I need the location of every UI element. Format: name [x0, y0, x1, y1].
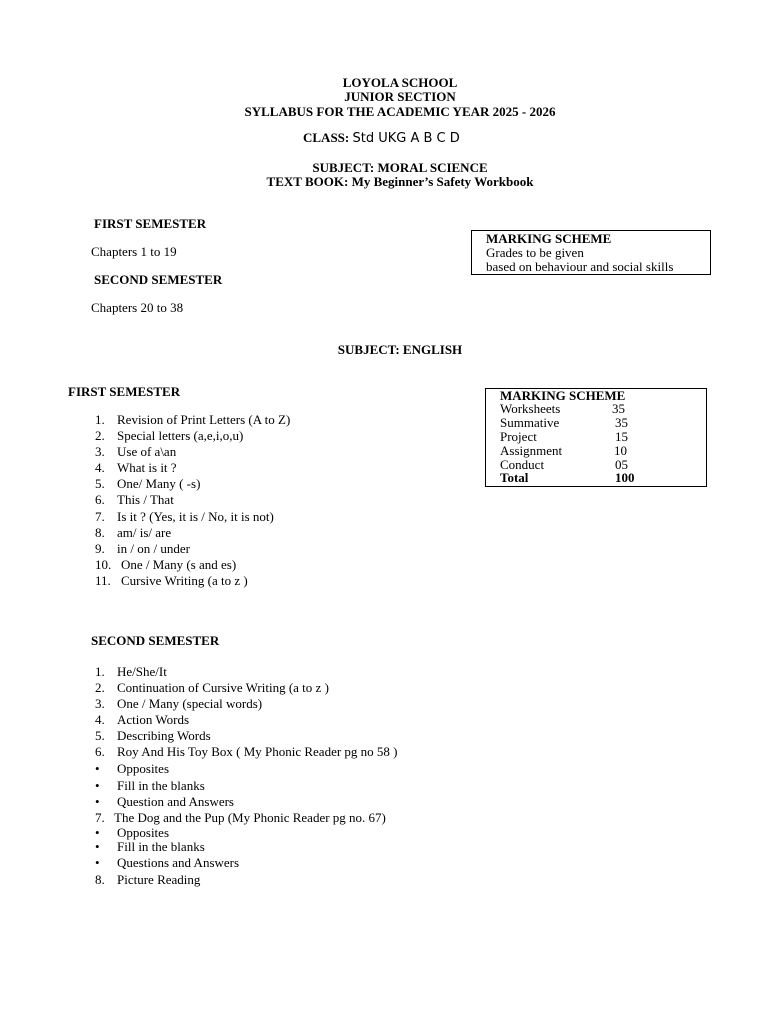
list-item-text: Special letters (a,e,i,o,u)	[117, 428, 244, 443]
class-label: CLASS:	[303, 130, 350, 145]
class-value: Std UKG A B C D	[352, 131, 460, 146]
bullet-icon: •	[95, 761, 100, 776]
list-item-text: Picture Reading	[117, 872, 201, 887]
list-item-text: Cursive Writing (a to z )	[121, 573, 248, 588]
list-item-number: 8.	[95, 525, 105, 540]
en-first-semester-heading: FIRST SEMESTER	[68, 384, 181, 399]
list-item-text: Opposites	[117, 761, 169, 776]
ms-marking-scheme-line1: Grades to be given	[486, 245, 584, 260]
moral-science-textbook	[0, 174, 768, 189]
list-item-number: 3.	[95, 444, 105, 459]
marking-row-value: 05	[615, 457, 628, 472]
en-marking-scheme-box	[485, 388, 707, 487]
list-item-text: Fill in the blanks	[117, 778, 205, 793]
list-item-text: Opposites	[117, 825, 169, 840]
textbook-value: My Beginner’s Safety Workbook	[351, 174, 534, 189]
list-item-text: Describing Words	[117, 728, 211, 743]
textbook-label: TEXT BOOK:	[266, 174, 349, 189]
list-item-text: Action Words	[117, 712, 190, 727]
list-item-text: Continuation of Cursive Writing (a to z )	[117, 680, 329, 695]
syllabus-title: SYLLABUS FOR THE ACADEMIC YEAR 2025 - 2026	[244, 104, 556, 119]
list-item-text: Question and Answers	[117, 794, 234, 809]
list-item-text: Questions and Answers	[117, 855, 240, 870]
list-item-number: 1.	[95, 664, 105, 679]
marking-row-value: 15	[615, 429, 628, 444]
list-item-number: 7.	[95, 509, 105, 524]
list-item-number: 4.	[95, 460, 105, 475]
list-item-text: This / That	[117, 492, 174, 507]
ms-marking-scheme-line2: based on behaviour and social skills	[486, 259, 674, 274]
en-second-semester-heading: SECOND SEMESTER	[91, 633, 220, 648]
list-item-number: 11.	[95, 573, 111, 588]
marking-row-label: Summative	[500, 415, 560, 430]
list-item-number: 8.	[95, 872, 105, 887]
bullet-icon: •	[95, 825, 100, 840]
list-item-number: 5.	[95, 728, 105, 743]
en-marking-scheme-title: MARKING SCHEME	[500, 388, 626, 403]
marking-row-label: Conduct	[500, 457, 545, 472]
marking-row-value: 35	[615, 415, 628, 430]
ms-second-semester-content: Chapters 20 to 38	[91, 300, 184, 315]
list-item-text: One / Many (s and es)	[121, 557, 237, 572]
marking-row-value: 10	[614, 443, 627, 458]
marking-row-label: Project	[500, 429, 537, 444]
list-item-text: in / on / under	[117, 541, 190, 556]
section-name: JUNIOR SECTION	[344, 89, 456, 104]
list-item-text: The Dog and the Pup (My Phonic Reader pg no. 67)	[114, 810, 386, 825]
list-item-number: 2.	[95, 428, 105, 443]
list-item-number: 6.	[95, 744, 105, 759]
marking-row-label: Assignment	[500, 443, 563, 458]
list-item-number: 5.	[95, 476, 105, 491]
ms-second-semester-heading: SECOND SEMESTER	[94, 272, 223, 287]
list-item-number: 2.	[95, 680, 105, 695]
list-item-text: am/ is/ are	[117, 525, 172, 540]
bullet-icon: •	[95, 794, 100, 809]
marking-row-label: Worksheets	[500, 401, 561, 416]
bullet-icon: •	[95, 855, 100, 870]
ms-marking-scheme-box	[471, 230, 711, 275]
ms-first-semester-content: Chapters 1 to 19	[91, 244, 177, 259]
list-item-text: Revision of Print Letters (A to Z)	[117, 412, 291, 427]
list-item-text: He/She/It	[117, 664, 167, 679]
list-item-number: 4.	[95, 712, 105, 727]
list-item-text: Fill in the blanks	[117, 839, 205, 854]
en-marking-total-label: Total	[500, 470, 529, 485]
list-item-text: One/ Many ( -s)	[117, 476, 201, 491]
list-item-number: 1.	[95, 412, 105, 427]
list-item-number: 7.	[95, 810, 105, 825]
marking-row-value: 35	[612, 401, 625, 416]
list-item-number: 10.	[95, 557, 112, 572]
list-item-number: 9.	[95, 541, 105, 556]
moral-science-subject: SUBJECT: MORAL SCIENCE	[312, 160, 488, 175]
list-item-number: 3.	[95, 696, 105, 711]
list-item-text: One / Many (special words)	[117, 696, 263, 711]
bullet-icon: •	[95, 839, 100, 854]
ms-first-semester-heading: FIRST SEMESTER	[94, 216, 207, 231]
ms-marking-scheme-title: MARKING SCHEME	[486, 231, 612, 246]
school-name: LOYOLA SCHOOL	[342, 75, 458, 90]
bullet-icon: •	[95, 778, 100, 793]
en-marking-total-value: 100	[615, 470, 635, 485]
list-item-number: 6.	[95, 492, 105, 507]
english-subject: SUBJECT: ENGLISH	[337, 342, 463, 357]
list-item-text: Use of a\an	[117, 444, 177, 459]
list-item-text: Roy And His Toy Box ( My Phonic Reader pg no 58 )	[117, 744, 398, 759]
list-item-text: Is it ? (Yes, it is / No, it is not)	[117, 509, 274, 524]
list-item-text: What is it ?	[117, 460, 177, 475]
class-line	[303, 130, 460, 146]
